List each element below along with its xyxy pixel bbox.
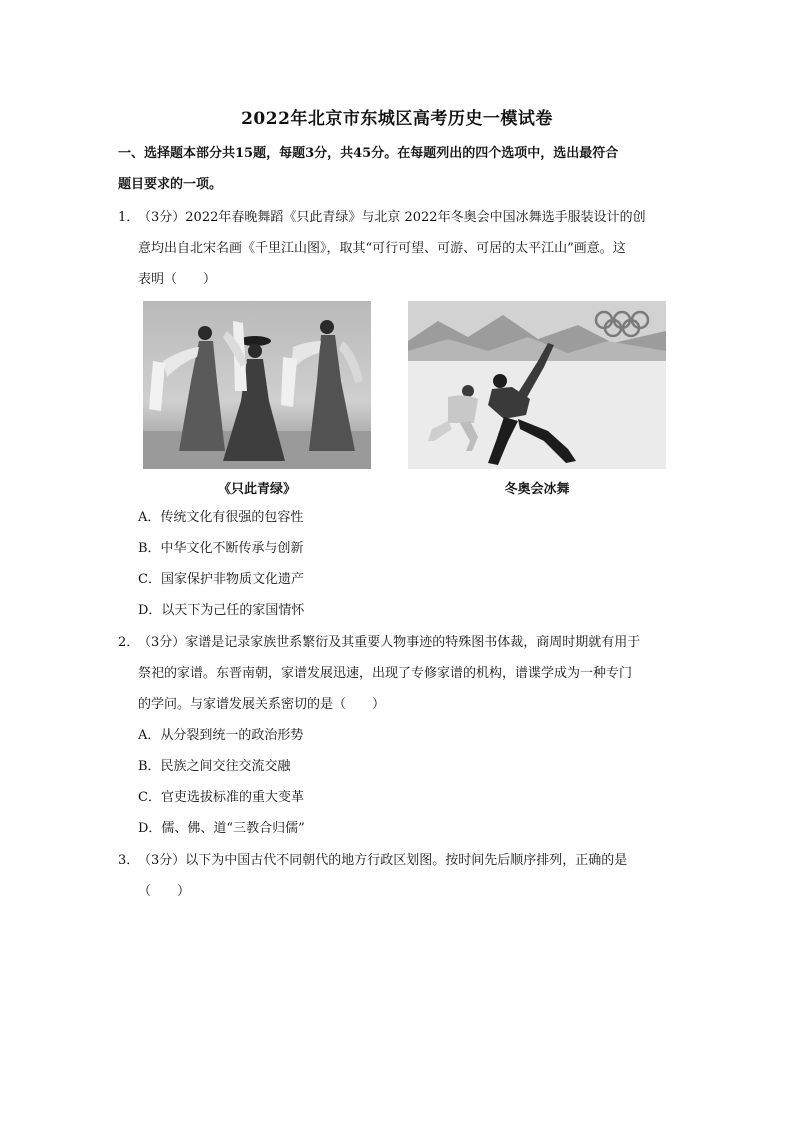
question-line: 表明（ ） bbox=[138, 272, 217, 287]
question-line: （ ） bbox=[138, 884, 191, 899]
option-c[interactable]: C．国家保护非物质文化遗产 bbox=[138, 572, 304, 587]
question-line: 祭祀的家谱。东晋南朝，家谱发展迅速，出现了专修家谱的机构，谱谍学成为一种专门 bbox=[138, 666, 633, 681]
section-instruction-line2: 题目要求的一项。 bbox=[118, 177, 223, 192]
option-b[interactable]: B．中华文化不断传承与创新 bbox=[138, 541, 304, 556]
question-number: 1． bbox=[118, 210, 140, 225]
figure-caption: 《只此青绿》 bbox=[217, 482, 296, 497]
page-title: 2022年北京市东城区高考历史一模试卷 bbox=[241, 109, 553, 129]
question-line: 的学问。与家谱发展关系密切的是（ ） bbox=[138, 697, 386, 712]
question-line: （3分）以下为中国古代不同朝代的地方行政区划图。按时间先后顺序排列，正确的是 bbox=[138, 853, 628, 868]
option-b[interactable]: B．民族之间交往交流交融 bbox=[138, 759, 291, 774]
option-d[interactable]: D．儒、佛、道“三教合归儒” bbox=[138, 821, 305, 836]
question-line: （3分）2022年春晚舞蹈《只此青绿》与北京 2022年冬奥会中国冰舞选手服装设计的创 bbox=[138, 210, 646, 225]
question-number: 3． bbox=[118, 853, 140, 868]
section-instruction-line1: 一、选择题本部分共15题，每题3分，共45分。在每题列出的四个选项中，选出最符合 bbox=[118, 146, 619, 161]
question-line: （3分）家谱是记录家族世系繁衍及其重要人物事迹的特殊图书体裁，商周时期就有用于 bbox=[138, 635, 641, 650]
figure-caption: 冬奥会冰舞 bbox=[504, 482, 570, 497]
option-a[interactable]: A．传统文化有很强的包容性 bbox=[138, 510, 304, 525]
dance-photo bbox=[143, 301, 371, 469]
option-a[interactable]: A．从分裂到统一的政治形势 bbox=[138, 728, 304, 743]
question-line: 意均出自北宋名画《千里江山图》，取其“可行可望、可游、可居的太平江山”画意。这 bbox=[138, 241, 626, 256]
question-number: 2． bbox=[118, 635, 140, 650]
option-d[interactable]: D．以天下为己任的家国情怀 bbox=[138, 603, 305, 618]
option-c[interactable]: C．官吏选拔标准的重大变革 bbox=[138, 790, 304, 805]
ice-dance-photo bbox=[408, 301, 666, 469]
